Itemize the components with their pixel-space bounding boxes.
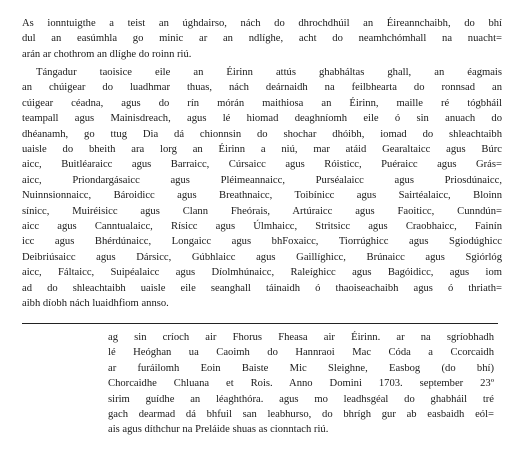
text-line: Tángadur taoisice eile an Éirinn attús ghabháltas ghall, an éagmais xyxy=(36,67,502,78)
text-line: ad do shleachtaibh uaisle eile seanghall táinaidh ó thaoiseachaibh agus ó thriath= xyxy=(22,282,502,294)
text-line: cúigear céadna, agus do rín mórán maithiosa an Éirinn, maille ré tógbháil xyxy=(22,97,502,109)
text-line: ar furáilomh Eoin Baiste Mic Sleighne, Easbog (do bhí) xyxy=(108,362,494,374)
text-line: uaisle do bheith ara lorg an Éirinn a niú, mar atáid Gearaltaicc agus Búrc xyxy=(22,144,502,156)
text-line: gach dearmad dá bhfuil san leabhurso, do bhrígh gur ab easbaidh eól= xyxy=(108,409,494,421)
text-line: aicc, Priondargásaicc agus Pléimeannaicc, Purséalaicc agus Priosdúnaicc, xyxy=(22,174,502,186)
text-line: sínicc, Muiréisicc agus Clann Fheórais, Artúraicc agus Faoiticc, Cunndún= xyxy=(22,205,502,217)
text-line: icc agus Bhérdúnaicc, Longaicc agus bhFoxaicc, Tiorrúghicc agus Sgiodúghicc xyxy=(22,236,502,248)
paragraph-intro xyxy=(22,16,502,62)
text-line: aicc, Fáltaicc, Suipéalaicc agus Díolmhúnaicc, Raleíghicc agus Bagóidicc, agus iom xyxy=(22,267,502,279)
text-line: Nuinnsionnaicc, Bároidicc agus Breathnaicc, Toibínicc agus Sairtéalaicc, Bloinn xyxy=(22,190,502,202)
text-line: lé Heóghan ua Caoimh do Hannraoi Mac Códa a Ccorcaidh xyxy=(108,347,494,359)
paragraph-families xyxy=(22,65,502,312)
text-line: As ionntuigthe a teist an úghdairso, nách do dhrochdhúil an Éireannchaibh, do bhí xyxy=(22,18,502,29)
text-line: aicc, Buitléaraicc agus Barraicc, Cúrsaicc agus Róisticc, Puéraicc agus Grás= xyxy=(22,159,502,171)
text-line: sirim guídhe an léaghthóra. agus mo leadhsgéal do ghabháil tré xyxy=(108,393,494,405)
text-line: arán ar chothrom an dlíghe do roinn riú. xyxy=(22,48,192,60)
section-divider xyxy=(22,323,498,324)
text-line: dhéanamh, go ttug Dia dá chionnsin do shochar dhóibh, iomad do shleachtaibh xyxy=(22,128,502,140)
text-line: aibh díobh nách luaidhfiom annso. xyxy=(22,298,169,310)
text-line: Chorcaidhe Chluana et Rois. Anno Domini 1703. september 23º xyxy=(108,378,494,390)
text-line: ais agus díthchur na Preláide shuas as cionntach riú. xyxy=(108,424,329,436)
text-line: dul an easúmhla go minic ar an ndlíghe, acht do neamhchómhall na nuacht= xyxy=(22,33,502,45)
text-line: aicc agus Canntualaicc, Rísicc agus Úlmhaicc, Stritsicc agus Craobhaicc, Fainín xyxy=(22,221,502,233)
colophon xyxy=(108,330,494,438)
text-line: an chúigear do luadhmar thuas, nách deárnaidh na feilbhearta do ronnsad an xyxy=(22,82,502,94)
text-line: ag sin críoch air Fhorus Fheasa air Éirinn. ar na sgríobhadh xyxy=(108,332,494,343)
text-line: teampall agus Mainisdreach, agus lé hiomad deaghníomh eile ó sin anuach do xyxy=(22,113,502,125)
text-line: Deibriúsaicc agus Dársicc, Gúbhlaicc agus Gaillíghicc, Brúnaicc agus Sgiórlóg xyxy=(22,251,502,263)
